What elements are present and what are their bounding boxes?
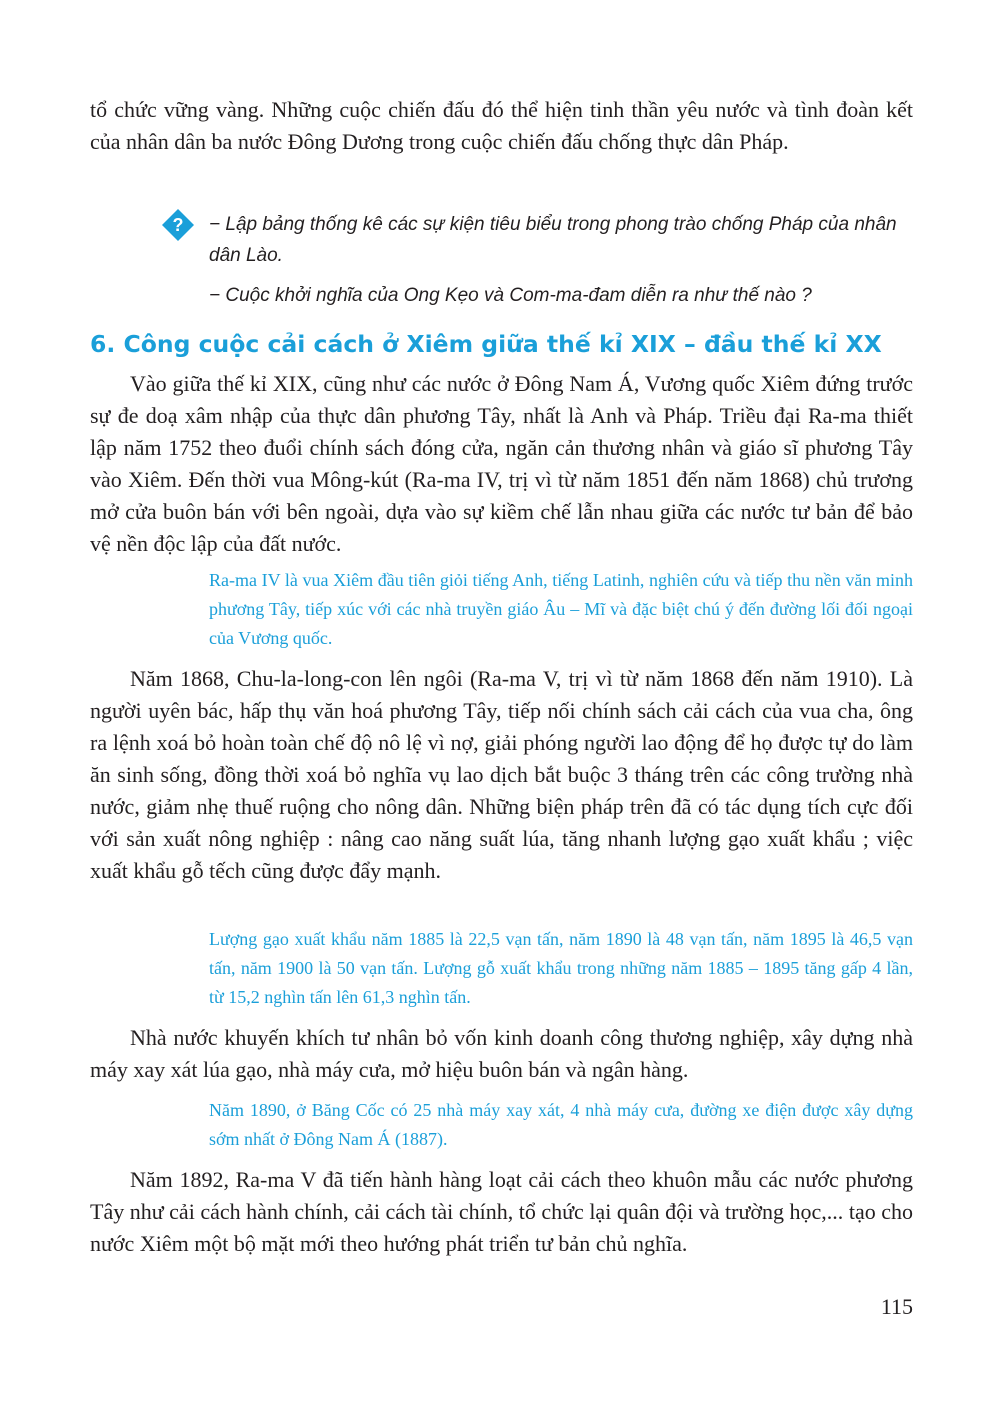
body-paragraph-continued: tổ chức vững vàng. Những cuộc chiến đấu đó thể hiện tinh thần yêu nước và tình đoàn kết của nhân dân ba nước Đông Dương trong cuộc chiến đấu chống thực dân Pháp. — [90, 97, 913, 154]
body-paragraph-1: Vào giữa thế kỉ XIX, cũng như các nước ở Đông Nam Á, Vương quốc Xiêm đứng trước sự đe doạ xâm nhập của thực dân phương Tây, nhất là Anh và Pháp. Triều đại Ra-ma thiết lập năm 1752 theo đuổi chính sách đóng cửa, ngăn cản thương nhân và giáo sĩ phương Tây vào Xiêm. Đến thời vua Mông-kút (Ra-ma IV, trị vì từ năm 1851 đến năm 1868) chủ trương mở cửa buôn bán với bên ngoài, dựa vào sự kiềm chế lẫn nhau giữa các nước tư bản để bảo vệ nền độc lập của đất nước. — [90, 371, 913, 556]
question-icon — [161, 208, 195, 242]
body-paragraph-2: Năm 1868, Chu-la-long-con lên ngôi (Ra-ma V, trị vì từ năm 1868 đến năm 1910). Là người uyên bác, hấp thụ văn hoá phương Tây, tiếp nối chính sách cải cách của vua cha, ông ra lệnh xoá bỏ hoàn toàn chế độ nô lệ vì nợ, giải phóng người lao động để họ được tự do làm ăn sinh sống, đồng thời xoá bỏ nghĩa vụ lao dịch bắt buộc 3 tháng trên các công trường nhà nước, giảm nhẹ thuế ruộng cho nông dân. Những biện pháp trên đã có tác dụng tích cực đối với sản xuất nông nghiệp : nâng cao năng suất lúa, tăng nhanh lượng gạo xuất khẩu ; việc xuất khẩu gỗ tếch cũng được đẩy mạnh. — [90, 666, 913, 883]
svg-text:?: ? — [172, 215, 184, 235]
question-1: − Lập bảng thống kê các sự kiện tiêu biểu trong phong trào chống Pháp của nhân dân Lào. — [209, 214, 897, 266]
body-paragraph-4: Năm 1892, Ra-ma V đã tiến hành hàng loạt cải cách theo khuôn mẫu các nước phương Tây như cải cách hành chính, cải cách tài chính, tổ chức lại quân đội và trường học,... tạo cho nước Xiêm một bộ mặt mới theo hướng phát triển tư bản chủ nghĩa. — [90, 1167, 913, 1256]
question-2: − Cuộc khởi nghĩa của Ong Kẹo và Com-ma-đam diễn ra như thế nào ? — [209, 285, 812, 306]
body-paragraph-3: Nhà nước khuyến khích tư nhân bỏ vốn kinh doanh công thương nghiệp, xây dựng nhà máy xay xát lúa gạo, nhà máy cưa, mở hiệu buôn bán và ngân hàng. — [90, 1025, 913, 1082]
side-note-1: Ra-ma IV là vua Xiêm đầu tiên giỏi tiếng Anh, tiếng Latinh, nghiên cứu và tiếp thu nền văn minh phương Tây, tiếp xúc với các nhà truyền giáo Âu – Mĩ và đặc biệt chú ý đến đường lối đối ngoại của Vương quốc. — [209, 570, 913, 648]
section-heading: 6. Công cuộc cải cách ở Xiêm giữa thế kỉ XIX – đầu thế kỉ XX — [90, 330, 882, 358]
side-note-2: Lượng gạo xuất khẩu năm 1885 là 22,5 vạn tấn, năm 1890 là 48 vạn tấn, năm 1895 là 46,5 vạn tấn, năm 1900 là 50 vạn tấn. Lượng gỗ xuất khẩu trong những năm 1885 – 1895 tăng gấp 4 lần, từ 15,2 nghìn tấn lên 61,3 nghìn tấn. — [209, 929, 913, 1007]
side-note-3: Năm 1890, ở Băng Cốc có 25 nhà máy xay xát, 4 nhà máy cưa, đường xe điện được xây dựng sớm nhất ở Đông Nam Á (1887). — [209, 1100, 913, 1149]
page-number: 115 — [880, 1294, 913, 1319]
